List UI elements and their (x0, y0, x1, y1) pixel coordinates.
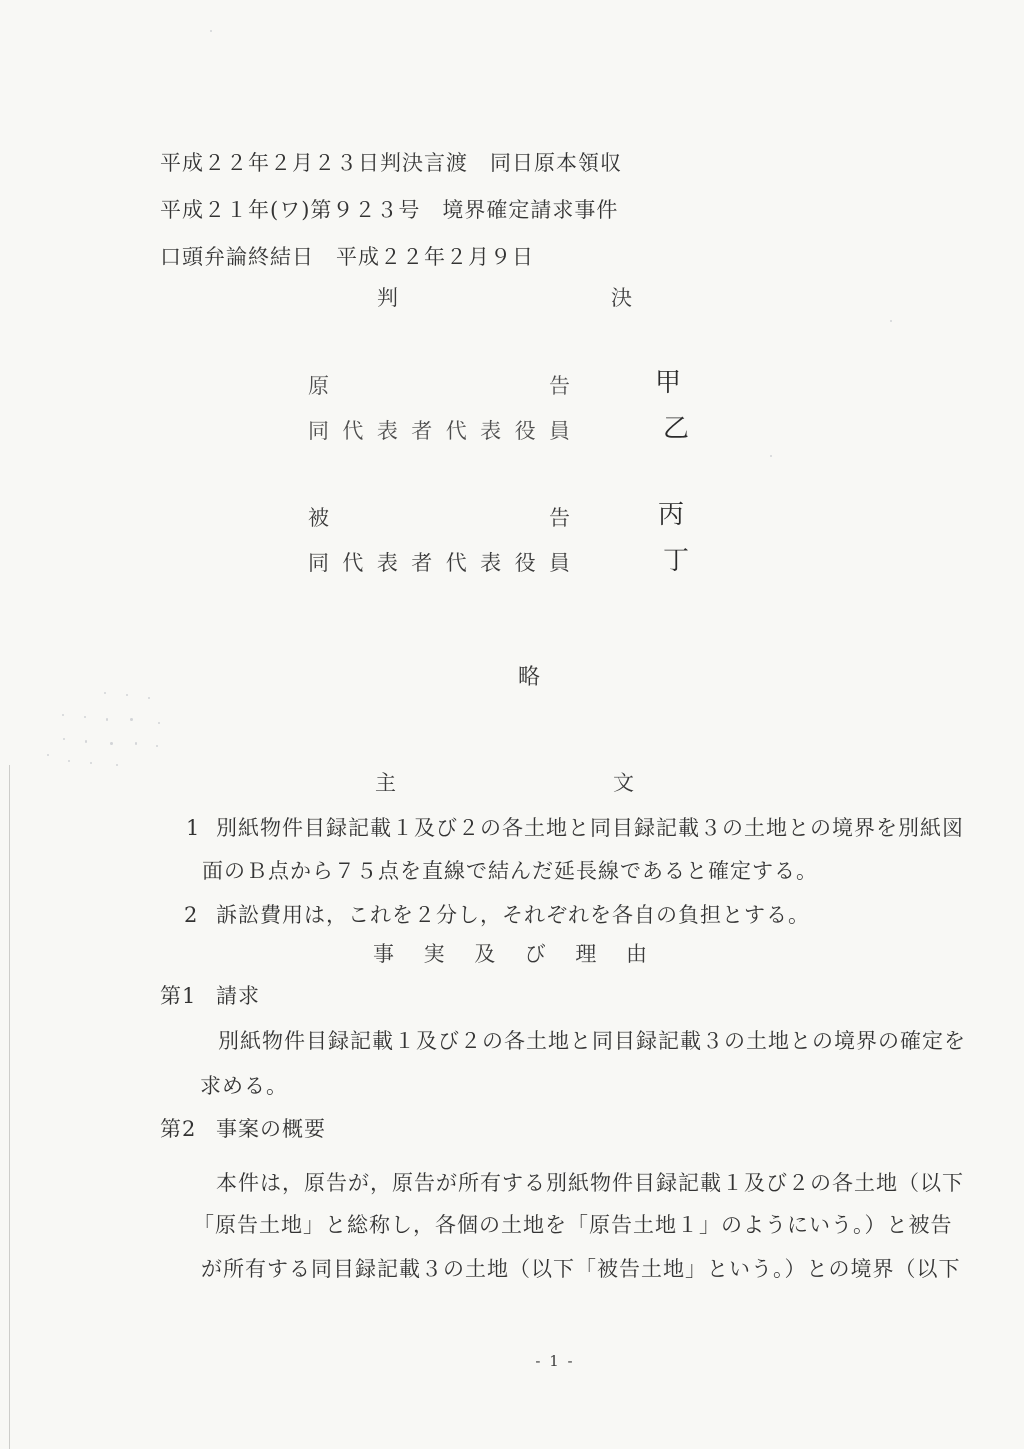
facts-heading: 事実及び理由 (373, 942, 647, 966)
page-edge-line (9, 765, 10, 1449)
header-date-line: 平成２２年２月２３日判決言渡 同日原本領収 (160, 151, 622, 175)
defendant-representative-label: 同代表者代表役員 (308, 551, 570, 575)
section2-title: 事案の概要 (216, 1117, 326, 1141)
section2-paragraph-line1: 本件は，原告が，原告が所有する別紙物件目録記載１及び２の各土地（以下 (216, 1171, 964, 1195)
omission-mark: 略 (518, 665, 542, 690)
defendant-name: 丙 (658, 500, 685, 530)
main-text-item2-number: 2 (184, 903, 199, 927)
section1-paragraph-line1: 別紙物件目録記載１及び２の各土地と同目録記載３の土地との境界の確定を (218, 1029, 966, 1053)
main-text-heading: 主文 (375, 771, 634, 795)
defendant-role-label: 被告 (308, 506, 570, 530)
plaintiff-name: 甲 (655, 368, 682, 398)
page-number: - 1 - (535, 1352, 575, 1370)
section1-label: 第1 (160, 984, 197, 1008)
judgment-title: 判決 (377, 286, 632, 310)
header-oral-argument-line: 口頭弁論終結日 平成２２年２月９日 (160, 245, 534, 269)
header-case-number-line: 平成２１年(ワ)第９２３号 境界確定請求事件 (160, 198, 619, 222)
plaintiff-representative-label: 同代表者代表役員 (308, 419, 570, 443)
section2-paragraph-line2: 「原告土地」と総称し，各個の土地を「原告土地１」のようにいう。）と被告 (193, 1213, 953, 1237)
section1-title: 請求 (216, 984, 260, 1008)
defendant-representative-name: 丁 (663, 546, 690, 576)
main-text-item1-line1: 別紙物件目録記載１及び２の各土地と同目録記載３の土地との境界を別紙図 (216, 816, 964, 840)
section1-paragraph-line2: 求める。 (200, 1074, 288, 1098)
main-text-item1-line2: 面のＢ点から７５点を直線で結んだ延長線であると確定する。 (202, 859, 818, 883)
plaintiff-representative-name: 乙 (663, 414, 690, 444)
main-text-item2-line1: 訴訟費用は，これを２分し，それぞれを各自の負担とする。 (216, 903, 810, 927)
main-text-item1-number: 1 (186, 816, 201, 840)
plaintiff-role-label: 原告 (308, 374, 570, 398)
section2-label: 第2 (160, 1117, 197, 1141)
section2-paragraph-line3: が所有する同目録記載３の土地（以下「被告土地」という。）との境界（以下 (201, 1257, 961, 1281)
